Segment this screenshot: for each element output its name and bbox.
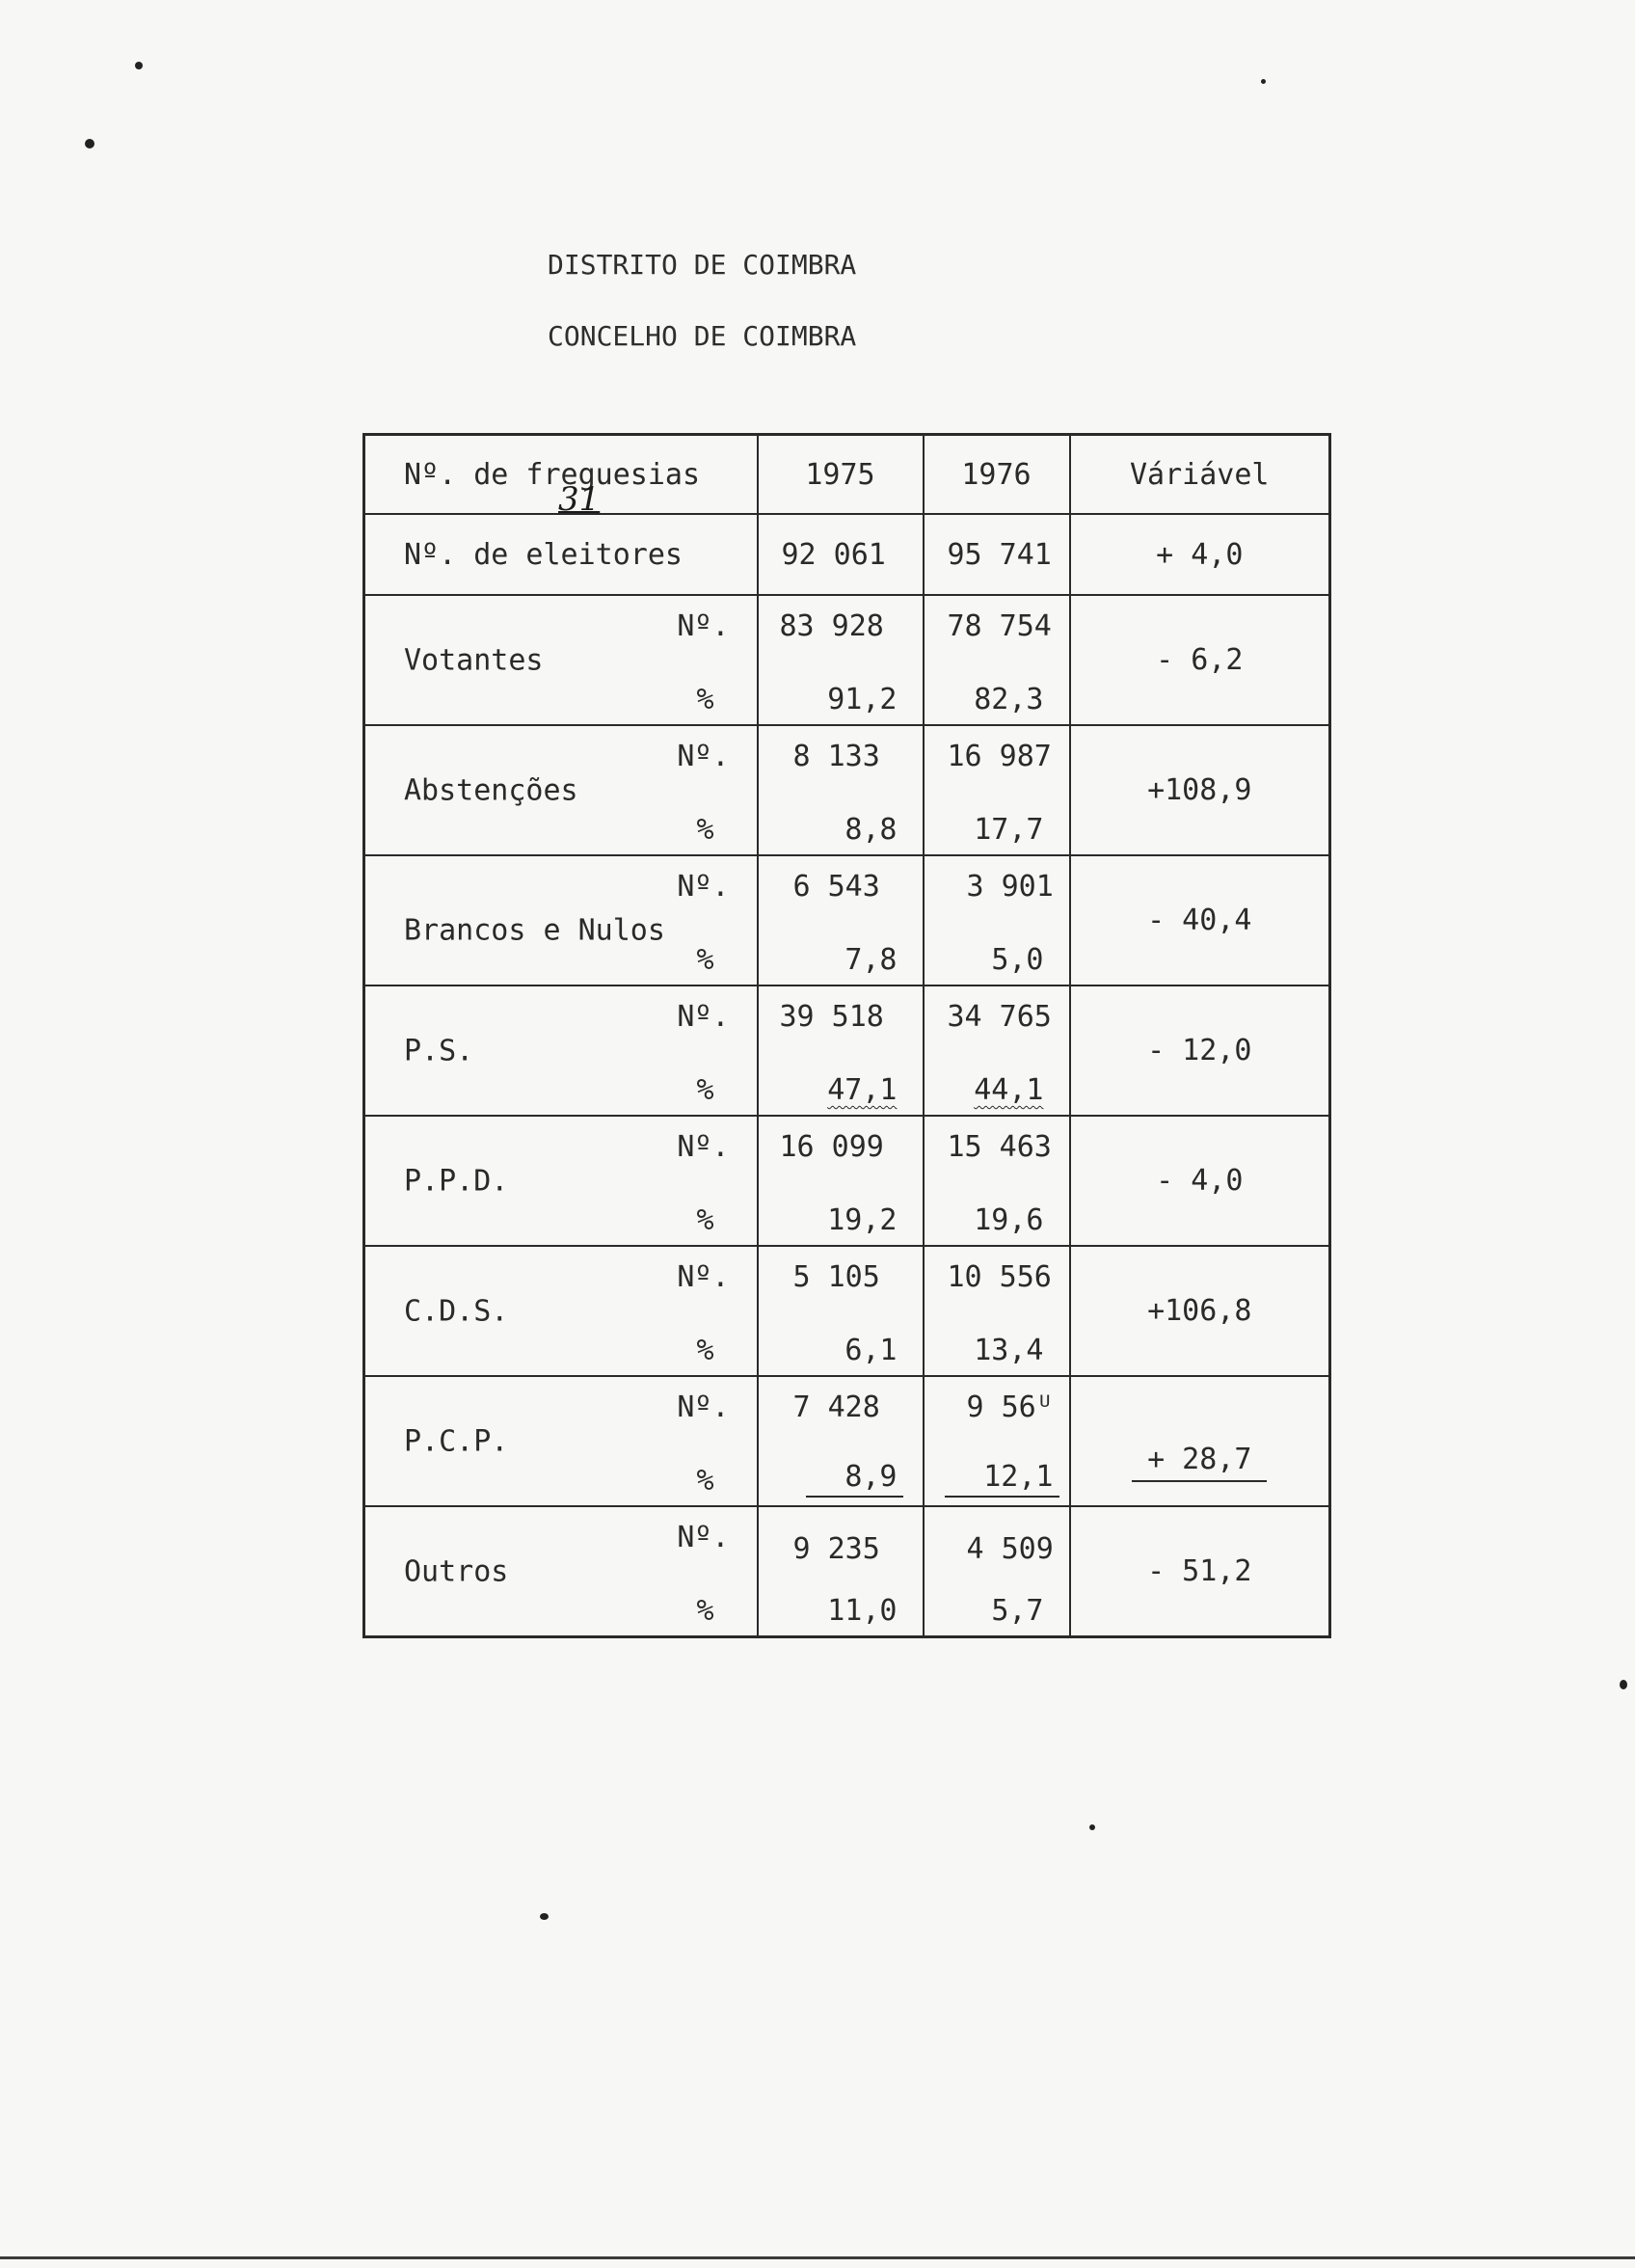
row-label: C.D.S. <box>404 1294 509 1328</box>
value-pct-1975: 6,1 <box>844 1334 898 1367</box>
value-var: +108,9 <box>1070 725 1330 855</box>
row-label: Votantes <box>404 643 544 677</box>
value-var: - 51,2 <box>1070 1506 1330 1637</box>
electors-row <box>364 514 1330 595</box>
scan-speck <box>135 62 143 69</box>
header-freguesias-cell <box>364 435 758 519</box>
value-no-1976: 16 987 <box>947 740 1052 773</box>
scan-speck <box>85 139 94 148</box>
row-label: Abstenções <box>404 773 578 807</box>
value-pct-1975: 91,2 <box>827 683 898 716</box>
results-table-wrapper <box>362 433 1331 1638</box>
table-row <box>364 1246 1330 1376</box>
value-var-cell <box>1070 1376 1330 1506</box>
value-var: - 4,0 <box>1070 1116 1330 1246</box>
scan-speck <box>1261 79 1266 84</box>
scan-speck <box>540 1913 549 1920</box>
table-row <box>364 1376 1330 1506</box>
value-pct-1976: 82,3 <box>974 683 1044 716</box>
table-row <box>364 986 1330 1116</box>
district-heading: DISTRITO DE COIMBRA <box>548 249 857 281</box>
value-var: - 12,0 <box>1070 986 1330 1116</box>
sub-label-no: Nº. <box>677 870 730 904</box>
sub-label-no: Nº. <box>677 1260 730 1294</box>
value-no-1976: 34 765 <box>947 1000 1052 1034</box>
value-pct-1975: 8,8 <box>844 813 898 847</box>
sub-label-pct: % <box>696 1203 714 1237</box>
header-1975: 1975 <box>758 435 924 515</box>
table-row <box>364 855 1330 986</box>
value-var: - 6,2 <box>1070 595 1330 725</box>
value-var: +106,8 <box>1070 1246 1330 1376</box>
row-label: P.S. <box>404 1034 474 1067</box>
sub-label-pct: % <box>696 1594 714 1628</box>
sub-label-no: Nº. <box>677 1390 730 1424</box>
handwritten-freguesias-count: 31 <box>558 480 601 519</box>
value-var: - 40,4 <box>1070 855 1330 986</box>
table-row <box>364 1116 1330 1246</box>
table-row <box>364 1506 1330 1637</box>
value-no-1976: 15 463 <box>947 1130 1052 1164</box>
header-row <box>364 435 1330 515</box>
value-pct-1975: 8,9 <box>806 1460 902 1498</box>
value-pct-1976: 5,7 <box>991 1594 1044 1628</box>
value-no-1975: 83 928 <box>779 609 884 643</box>
value-no-1975: 5 105 <box>792 1260 880 1294</box>
row-label: P.C.P. <box>404 1424 509 1458</box>
value-no-1976: 9 56ᵁ <box>966 1390 1054 1424</box>
value-no-1975: 8 133 <box>792 740 880 773</box>
sub-label-no: Nº. <box>677 1521 730 1554</box>
value-pct-1975: 19,2 <box>827 1203 898 1237</box>
value-pct-1976: 17,7 <box>974 813 1044 847</box>
election-results-table <box>362 433 1331 1638</box>
council-heading: CONCELHO DE COIMBRA <box>548 320 857 352</box>
scan-speck <box>1089 1824 1095 1830</box>
sub-label-pct: % <box>696 943 714 977</box>
header-freguesias-label: Nº. de freguesias <box>404 457 701 492</box>
electors-label: Nº. de eleitores <box>364 514 758 595</box>
sub-label-pct: % <box>696 1334 714 1367</box>
value-no-1975: 39 518 <box>779 1000 884 1034</box>
sub-label-no: Nº. <box>677 609 730 643</box>
value-pct-1976: 19,6 <box>974 1203 1044 1237</box>
header-1976: 1976 <box>924 435 1070 515</box>
value-pct-1976: 44,1 <box>974 1073 1044 1107</box>
row-label: P.P.D. <box>404 1164 509 1198</box>
header-variavel: Váriável <box>1070 435 1330 515</box>
value-var: + 28,7 <box>1132 1443 1267 1482</box>
sub-label-no: Nº. <box>677 740 730 773</box>
sub-label-no: Nº. <box>677 1130 730 1164</box>
value-no-1975: 16 099 <box>779 1130 884 1164</box>
sub-label-pct: % <box>696 813 714 847</box>
electors-var: + 4,0 <box>1070 514 1330 595</box>
value-pct-1976: 13,4 <box>974 1334 1044 1367</box>
sub-label-pct: % <box>696 1464 714 1498</box>
value-pct-1976: 5,0 <box>991 943 1044 977</box>
table-row <box>364 595 1330 725</box>
value-pct-1976: 12,1 <box>945 1460 1059 1498</box>
value-no-1975: 6 543 <box>792 870 880 904</box>
sub-label-pct: % <box>696 683 714 716</box>
value-no-1975: 9 235 <box>792 1532 880 1566</box>
electors-1976: 95 741 <box>924 514 1070 595</box>
value-no-1976: 10 556 <box>947 1260 1052 1294</box>
sub-label-pct: % <box>696 1073 714 1107</box>
row-label: Brancos e Nulos <box>404 913 665 948</box>
value-no-1975: 7 428 <box>792 1390 880 1424</box>
value-pct-1975: 7,8 <box>844 943 898 977</box>
value-pct-1975: 11,0 <box>827 1594 898 1628</box>
table-row <box>364 725 1330 855</box>
sub-label-no: Nº. <box>677 1000 730 1034</box>
value-no-1976: 3 901 <box>966 870 1054 904</box>
value-no-1976: 78 754 <box>947 609 1052 643</box>
row-label: Outros <box>404 1554 509 1588</box>
value-no-1976: 4 509 <box>966 1532 1054 1566</box>
value-pct-1975: 47,1 <box>827 1073 898 1107</box>
bottom-rule <box>0 2256 1635 2259</box>
scan-speck <box>1620 1680 1627 1689</box>
electors-1975: 92 061 <box>758 514 924 595</box>
